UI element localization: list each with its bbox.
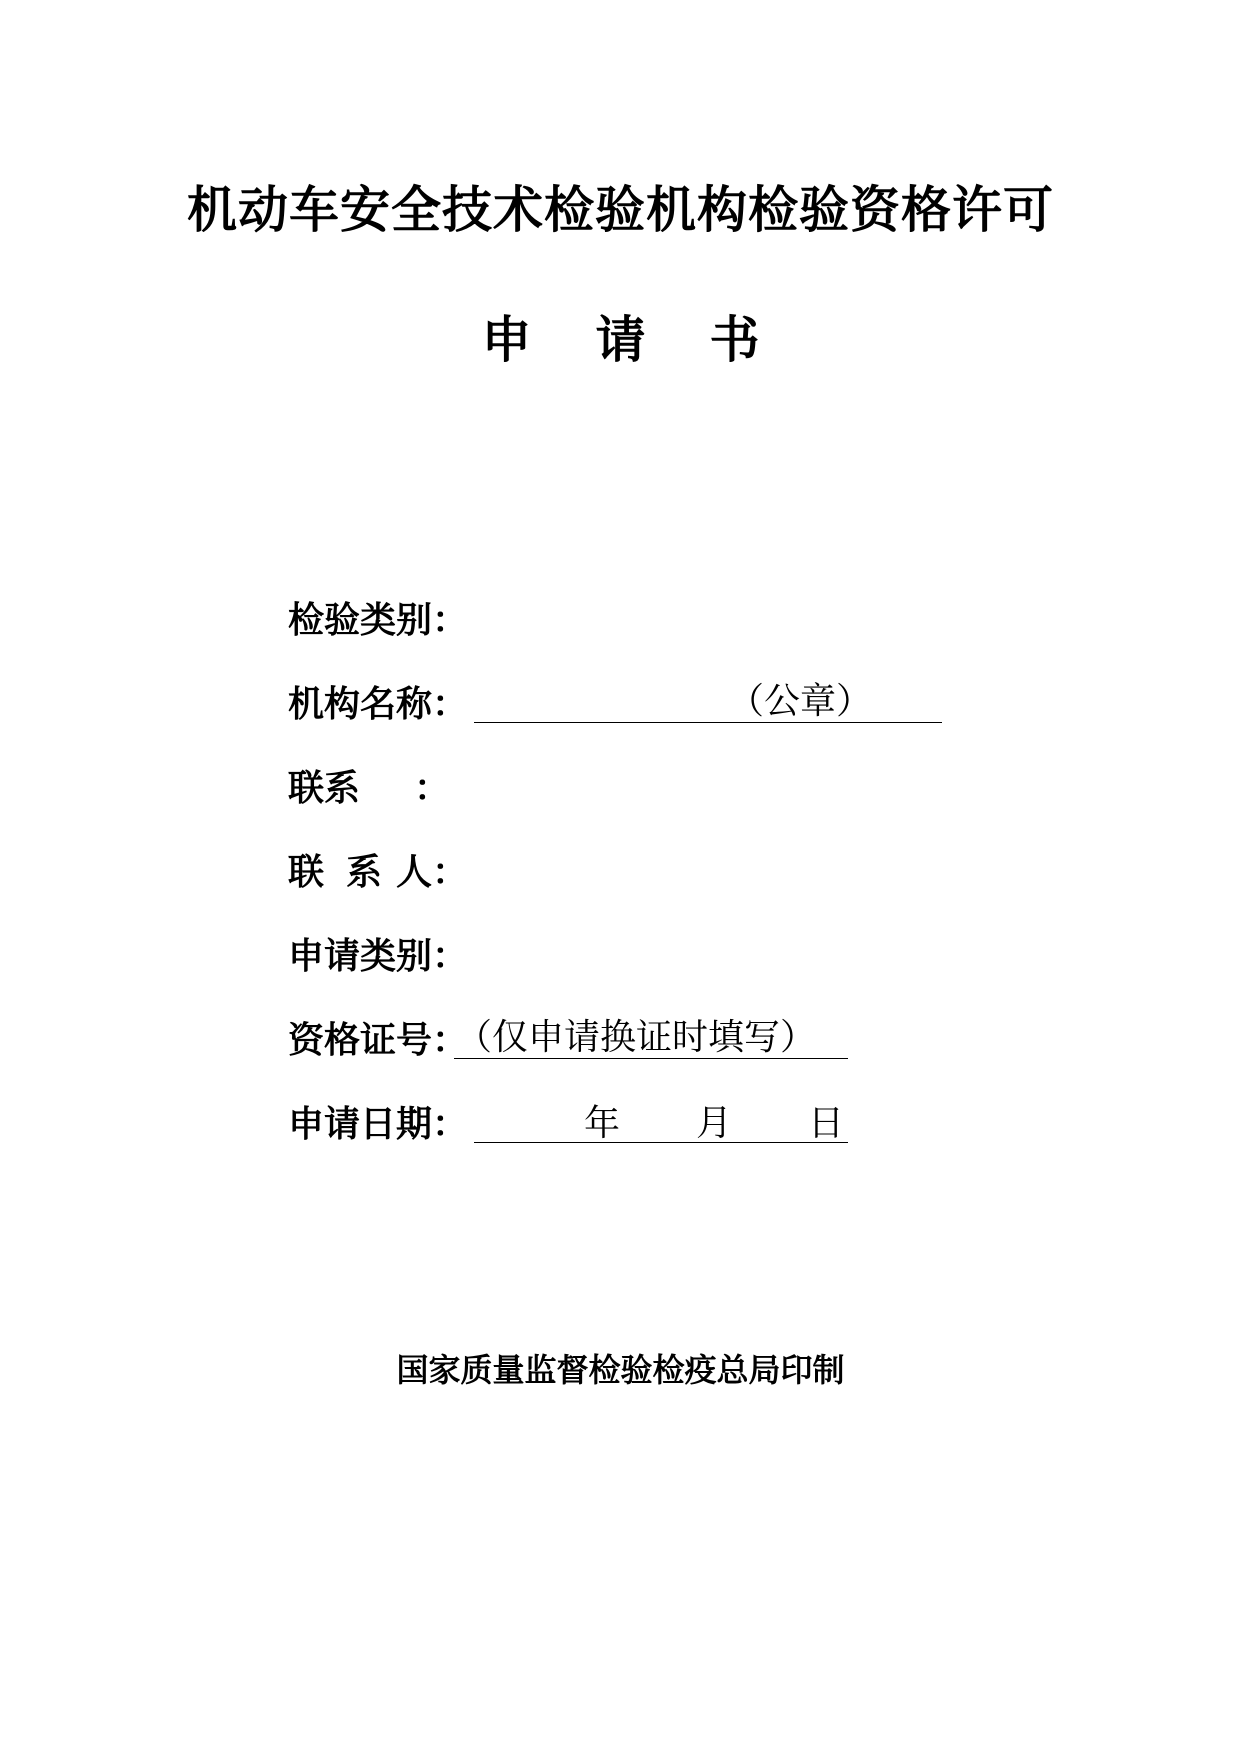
contact-person-label-char-2: 系 <box>346 851 383 893</box>
contact-label-colon: ： <box>414 767 451 809</box>
seal-placeholder: （公章） <box>728 681 873 722</box>
institution-name-label: 机构名称： <box>288 683 469 725</box>
date-day-unit: 日 <box>808 1103 845 1144</box>
issuer-footer: 国家质量监督检验检疫总局印制 <box>396 1351 845 1389</box>
date-month-unit: 月 <box>696 1103 733 1144</box>
application-category-label: 申请类别： <box>288 935 469 977</box>
subtitle-char-1: 申 <box>481 310 532 369</box>
date-year-unit: 年 <box>584 1103 621 1144</box>
document-title: 机动车安全技术检验机构检验资格许可 <box>187 180 1054 239</box>
application-date-fill-line[interactable] <box>474 1102 848 1143</box>
subtitle-char-3: 书 <box>709 310 760 369</box>
contact-person-label-char-3: 人： <box>396 851 469 893</box>
contact-label: 联系 <box>288 767 361 809</box>
subtitle-char-2: 请 <box>595 310 646 369</box>
inspection-category-label: 检验类别： <box>288 599 469 641</box>
certificate-no-hint: （仅申请换证时填写） <box>456 1017 817 1058</box>
certificate-no-label: 资格证号： <box>288 1019 469 1061</box>
document-subtitle <box>0 310 1241 370</box>
application-date-label: 申请日期： <box>288 1103 469 1145</box>
contact-person-label-char-1: 联 <box>288 851 325 893</box>
